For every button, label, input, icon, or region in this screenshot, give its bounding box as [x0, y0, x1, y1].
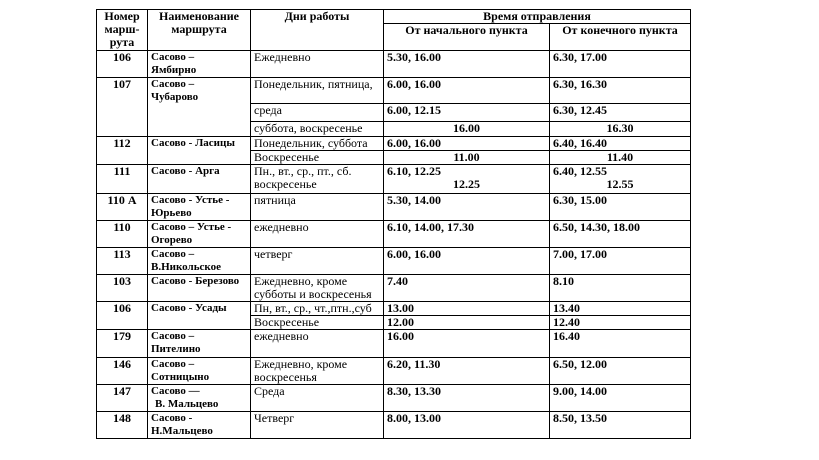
route-timetable [96, 9, 691, 439]
timetable-wrapper [96, 9, 691, 439]
departure-from-end: 16.40 [550, 330, 691, 358]
route-number: 103 [97, 275, 148, 302]
route-name: Сасово - Березово [148, 275, 251, 302]
header-from-start: От начального пункта [384, 24, 550, 51]
route-name: Сасово - Усады [148, 302, 251, 330]
departure-from-start: 13.00 [384, 302, 550, 316]
route-number: 147 [97, 385, 148, 412]
departure-from-end: 7.00, 17.00 [550, 248, 691, 275]
route-name: Сасово - Устье - Юрьево [148, 194, 251, 221]
table-row [97, 165, 691, 194]
table-row [97, 221, 691, 248]
departure-from-end: 9.00, 14.00 [550, 385, 691, 412]
route-days: среда [251, 104, 384, 122]
route-number: 110 А [97, 194, 148, 221]
table-row [97, 248, 691, 275]
departure-from-end: 12.40 [550, 316, 691, 330]
header-days: Дни работы [251, 10, 384, 51]
departure-from-start: 12.00 [384, 316, 550, 330]
route-number: 110 [97, 221, 148, 248]
departure-from-start: 16.00 [384, 122, 550, 137]
table-row [97, 330, 691, 358]
departure-from-start: 6.00, 12.15 [384, 104, 550, 122]
table-row [97, 137, 691, 151]
table-row [97, 51, 691, 78]
departure-from-start: 6.00, 16.00 [384, 248, 550, 275]
departure-from-end: 6.30, 15.00 [550, 194, 691, 221]
route-name: Сасово – Сотницыно [148, 358, 251, 385]
departure-from-end: 11.40 [550, 151, 691, 165]
route-days: Понедельник, пятница, [251, 78, 384, 104]
route-name: Сасово – Ямбирно [148, 51, 251, 78]
departure-from-end: 6.50, 14.30, 18.00 [550, 221, 691, 248]
departure-from-end: 16.30 [550, 122, 691, 137]
route-number: 106 [97, 302, 148, 330]
table-row [97, 385, 691, 412]
departure-from-end: 6.50, 12.00 [550, 358, 691, 385]
departure-from-start: 7.40 [384, 275, 550, 302]
timetable-body [97, 51, 691, 439]
route-days: Ежедневно, кроме воскресенья [251, 358, 384, 385]
departure-from-start: 16.00 [384, 330, 550, 358]
route-days: Четверг [251, 412, 384, 439]
departure-from-start: 5.30, 14.00 [384, 194, 550, 221]
route-days: Понедельник, суббота [251, 137, 384, 151]
table-row [97, 275, 691, 302]
departure-from-start: 6.10, 12.25 12.25 [384, 165, 550, 194]
header-from-end: От конечного пункта [550, 24, 691, 51]
route-days: Среда [251, 385, 384, 412]
route-name: Сасово – В.Никольское [148, 248, 251, 275]
departure-from-start: 6.00, 16.00 [384, 78, 550, 104]
route-name: Сасово – Чубарово [148, 78, 251, 137]
route-number: 106 [97, 51, 148, 78]
departure-from-start: 8.30, 13.30 [384, 385, 550, 412]
departure-from-start: 5.30, 16.00 [384, 51, 550, 78]
route-days: Пн., вт., ср., пт., сб. воскресенье [251, 165, 384, 194]
departure-from-end: 6.30, 12.45 [550, 104, 691, 122]
route-days: Ежедневно [251, 51, 384, 78]
route-days: ежедневно [251, 330, 384, 358]
route-number: 179 [97, 330, 148, 358]
route-name: Сасово - Арга [148, 165, 251, 194]
table-row [97, 194, 691, 221]
table-row [97, 358, 691, 385]
departure-from-end: 8.10 [550, 275, 691, 302]
route-number: 113 [97, 248, 148, 275]
route-name: Сасово – Устье - Огорево [148, 221, 251, 248]
table-row [97, 302, 691, 316]
departure-from-end: 13.40 [550, 302, 691, 316]
route-name: Сасово — В. Мальцево [148, 385, 251, 412]
route-days: пятница [251, 194, 384, 221]
route-number: 107 [97, 78, 148, 137]
route-days: Воскресенье [251, 316, 384, 330]
departure-from-end: 6.30, 17.00 [550, 51, 691, 78]
route-number: 112 [97, 137, 148, 165]
departure-from-start: 6.00, 16.00 [384, 137, 550, 151]
departure-from-start: 11.00 [384, 151, 550, 165]
table-row [97, 78, 691, 104]
route-number: 111 [97, 165, 148, 194]
departure-from-start: 8.00, 13.00 [384, 412, 550, 439]
route-days: Воскресенье [251, 151, 384, 165]
route-name: Сасово - Ласицы [148, 137, 251, 165]
route-days: ежедневно [251, 221, 384, 248]
departure-from-end: 8.50, 13.50 [550, 412, 691, 439]
departure-from-end: 6.40, 16.40 [550, 137, 691, 151]
departure-from-end: 6.30, 16.30 [550, 78, 691, 104]
header-departure-time: Время отправления [384, 10, 691, 24]
route-name: Сасово - Н.Мальцево [148, 412, 251, 439]
route-name: Сасово – Пителино [148, 330, 251, 358]
route-days: Пн, вт., ср., чт.,птн.,суб [251, 302, 384, 316]
header-route-name: Наименование маршрута [148, 10, 251, 51]
route-number: 148 [97, 412, 148, 439]
departure-from-end: 6.40, 12.55 12.55 [550, 165, 691, 194]
departure-from-start: 6.20, 11.30 [384, 358, 550, 385]
route-days: Ежедневно, кроме субботы и воскресенья [251, 275, 384, 302]
table-row [97, 412, 691, 439]
route-days: четверг [251, 248, 384, 275]
route-days: суббота, воскресенье [251, 122, 384, 137]
departure-from-start: 6.10, 14.00, 17.30 [384, 221, 550, 248]
header-route-number: Номер марш- рута [97, 10, 148, 51]
route-number: 146 [97, 358, 148, 385]
